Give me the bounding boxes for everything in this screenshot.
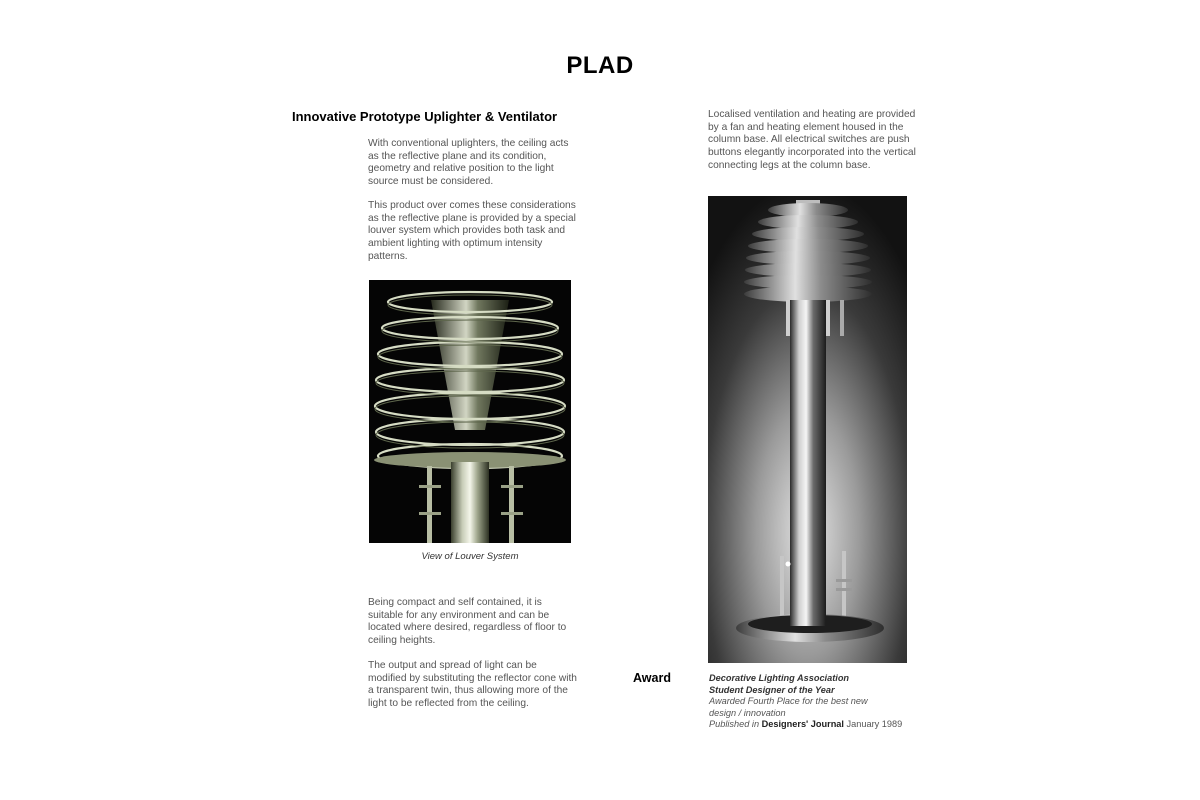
uplighter-illustration <box>708 196 907 663</box>
award-title: Student Designer of the Year <box>709 684 835 695</box>
louver-photo-caption: View of Louver System <box>421 551 519 562</box>
award-details <box>709 673 929 731</box>
publication-name: Designers' Journal <box>761 719 844 730</box>
award-heading: Award <box>633 671 671 685</box>
compact-paragraph: Being compact and self contained, it is suitable for any environment and can be located where desired, regardless of floor to ceiling heights. <box>368 597 567 647</box>
louver-system-photo <box>369 280 571 543</box>
louver-illustration <box>369 280 571 543</box>
product-subtitle: Innovative Prototype Uplighter & Ventilator <box>292 109 558 124</box>
ventilation-paragraph: Localised ventilation and heating are provided by a fan and heating element housed in the column base. All electrical switches are push buttons elegantly incorporated into the vertical connecting legs at the column base. <box>708 109 916 171</box>
page-title: PLAD <box>566 52 634 79</box>
output-paragraph: The output and spread of light can be modified by substituting the reflector cone with a transparent twin, thus allowing more of the light to be reflected from the ceiling. <box>368 660 577 710</box>
award-publication-line <box>709 719 929 731</box>
award-organisation: Decorative Lighting Association <box>709 673 850 683</box>
published-prefix: Published in <box>709 719 760 730</box>
publication-date: January 1989 <box>846 719 903 730</box>
uplighter-column-photo <box>708 196 907 663</box>
award-placement: Awarded Fourth Place for the best new design / innovation <box>709 696 868 718</box>
intro-paragraph: With conventional uplighters, the ceiling acts as the reflective plane and its condition, geometry and relative position to the light source must be considered. <box>368 138 569 188</box>
solution-paragraph: This product over comes these considerations as the reflective plane is provided by a special louver system which provides both task and ambient lighting with optimum intensity patterns. <box>368 200 576 262</box>
